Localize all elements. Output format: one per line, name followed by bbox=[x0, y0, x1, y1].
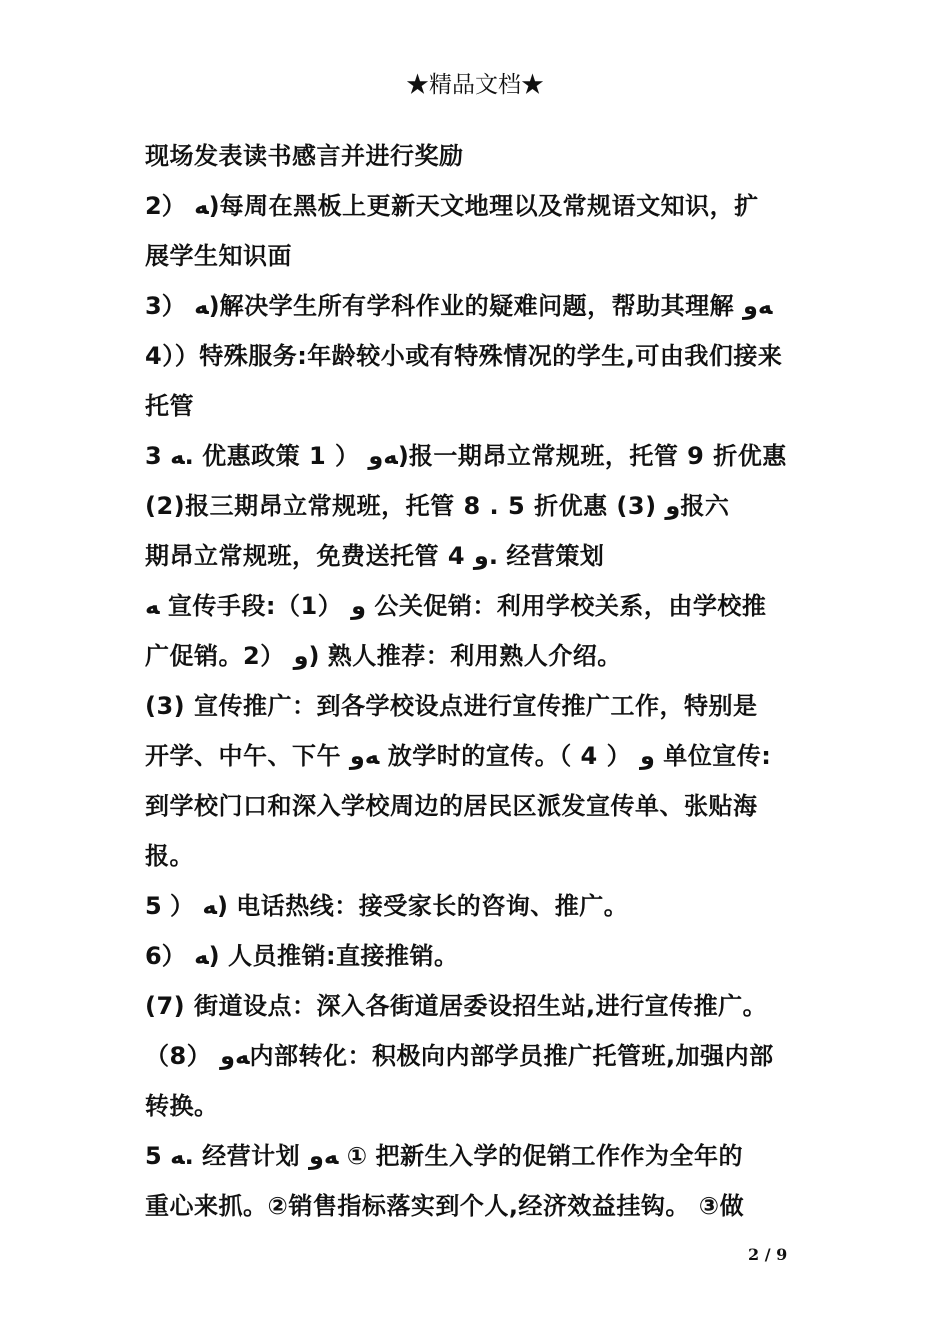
text-line: 5 ） ﻪ) 电话热线：接受家长的咨询、推广。 bbox=[145, 892, 629, 920]
text-line: 报。 bbox=[145, 842, 194, 870]
text-line: 广促销。2） و) 熟人推荐：利用熟人介绍。 bbox=[145, 642, 622, 670]
text-line: 展学生知识面 bbox=[145, 242, 292, 270]
text-line: 现场发表读书感言并进行奖励 bbox=[145, 142, 464, 170]
text-line: 5 ﻪ. 经营计划 ﻪو ① 把新生入学的促销工作作为全年的 bbox=[145, 1142, 743, 1170]
text-line: 重心来抓。②销售指标落实到个人,经济效益挂钩。 ③做 bbox=[145, 1192, 745, 1220]
text-line: 托管 bbox=[145, 392, 194, 420]
text-line: (2)报三期昂立常规班，托管 8 . 5 折优惠 (3) و报六 bbox=[145, 492, 730, 520]
text-line: 开学、中午、下午 ﻪو 放学时的宣传。（ 4 ） و 单位宣传: bbox=[145, 742, 772, 770]
text-line: (7) 街道设点：深入各街道居委设招生站,进行宣传推广。 bbox=[145, 992, 768, 1020]
page-number: 2 / 9 bbox=[748, 1245, 788, 1264]
text-line: ﻪ 宣传手段:（1） و 公关促销：利用学校关系，由学校推 bbox=[145, 592, 767, 620]
text-line: 3 ﻪ. 优惠政策 1 ） ﻪو)报一期昂立常规班，托管 9 折优惠 bbox=[145, 442, 787, 470]
text-line: (3) 宣传推广：到各学校设点进行宣传推广工作，特别是 bbox=[145, 692, 758, 720]
text-line: 4））特殊服务:年龄较小或有特殊情况的学生,可由我们接来 bbox=[145, 342, 783, 370]
page-header-title: ★精品文档★ bbox=[406, 72, 544, 98]
text-line: 到学校门口和深入学校周边的居民区派发宣传单、张贴海 bbox=[145, 792, 758, 820]
text-line: 6） ﻪ) 人员推销:直接推销。 bbox=[145, 942, 459, 970]
text-line: 转换。 bbox=[145, 1092, 219, 1120]
text-line: （8） ﻪو内部转化：积极向内部学员推广托管班,加强内部 bbox=[145, 1042, 774, 1070]
text-line: 期昂立常规班，免费送托管 4 و. 经营策划 bbox=[145, 542, 605, 570]
text-line: 2） ﻪ)每周在黑板上更新天文地理以及常规语文知识，扩 bbox=[145, 192, 759, 220]
text-line: 3） ﻪ)解决学生所有学科作业的疑难问题，帮助其理解 ﻪو bbox=[145, 292, 773, 320]
